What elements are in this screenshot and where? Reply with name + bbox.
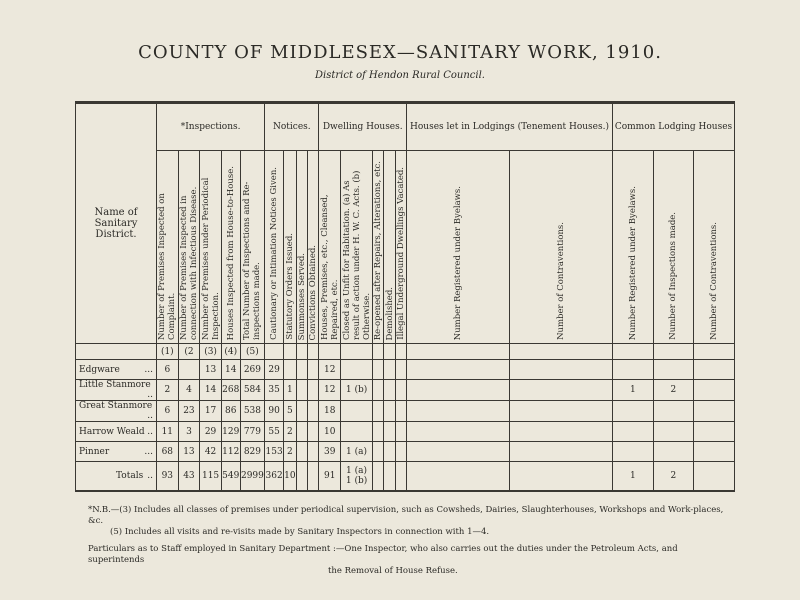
table-cell — [694, 442, 735, 462]
header-group-notices: Notices. — [265, 103, 319, 151]
table-cell — [407, 360, 510, 380]
table-cell — [694, 462, 735, 492]
column-number — [319, 344, 341, 360]
district-name-cell — [76, 422, 157, 442]
table-cell: 269 — [240, 360, 265, 380]
table-cell: 1 (a) 1 (b) — [341, 462, 373, 492]
district-name: Little Stanmore — [79, 380, 151, 390]
column-number — [308, 344, 319, 360]
column-header-label: Re-opened after Repairs, Alterations, etc. — [373, 160, 384, 340]
table-cell — [384, 401, 395, 422]
table-row — [76, 442, 735, 462]
table-cell — [694, 422, 735, 442]
table-cell: 39 — [319, 442, 341, 462]
district-name: Great Stanmore — [79, 401, 153, 411]
table-cell: 5 — [283, 401, 296, 422]
table-cell — [395, 401, 406, 422]
district-name: Pinner — [79, 446, 110, 457]
district-name-cell — [76, 462, 157, 492]
table-cell: 153 — [265, 442, 284, 462]
district-name-cell — [76, 401, 157, 422]
table-cell: 2 — [157, 380, 179, 401]
table-cell: 14 — [221, 360, 240, 380]
table-cell — [308, 380, 319, 401]
table-cell: 6 — [157, 360, 179, 380]
leader-dots: .. — [147, 390, 153, 400]
column-header — [200, 151, 222, 344]
table-cell — [613, 442, 654, 462]
table-cell — [308, 422, 319, 442]
table-cell — [653, 401, 694, 422]
leader-dots: .. — [147, 471, 153, 481]
column-header — [296, 151, 307, 344]
table-cell: 17 — [200, 401, 222, 422]
table-cell: 129 — [221, 422, 240, 442]
table-cell — [308, 401, 319, 422]
table-cell: 1 — [613, 462, 654, 492]
column-header-label: Cautionary or Intimation Notices Given. — [269, 167, 280, 340]
table-cell: 23 — [178, 401, 200, 422]
column-header-label: Number Registered under Byelaws. — [627, 185, 638, 340]
column-header — [308, 151, 319, 344]
table-cell — [510, 422, 613, 442]
column-header-label: Number Registered under Byelaws. — [453, 185, 463, 340]
table-cell: 14 — [200, 380, 222, 401]
table-cell — [694, 401, 735, 422]
column-number — [613, 344, 654, 360]
column-header — [157, 151, 179, 344]
table-cell — [373, 380, 384, 401]
leader-dots: ... — [144, 364, 153, 375]
table-cell — [296, 380, 307, 401]
table-cell — [341, 401, 373, 422]
column-header — [384, 151, 395, 344]
column-header-label: Summonses Served. — [296, 252, 307, 340]
column-header — [694, 151, 735, 344]
table-cell: 86 — [221, 401, 240, 422]
table-cell: 538 — [240, 401, 265, 422]
header-group-dwelling-houses: Dwelling Houses. — [319, 103, 407, 151]
table-cell — [407, 401, 510, 422]
table-cell: 2 — [653, 380, 694, 401]
table-cell — [296, 401, 307, 422]
footnotes — [88, 505, 728, 583]
table-cell — [510, 360, 613, 380]
table-row — [76, 380, 735, 401]
page-title: COUNTY OF MIDDLESEX—SANITARY WORK, 1910. — [138, 42, 662, 63]
column-number: (3) — [200, 344, 222, 360]
district-name-cell — [76, 442, 157, 462]
page-subtitle: District of Hendon Rural Council. — [315, 70, 485, 81]
table-cell: 112 — [221, 442, 240, 462]
leader-dots: .. — [147, 426, 153, 437]
column-header — [341, 151, 373, 344]
column-header-label: Number of Premises Inspected in connection with Infectious Disease. — [178, 186, 199, 340]
column-header-label: Total Number of Inspections and Re-inspections made. — [242, 181, 263, 340]
column-header — [178, 151, 200, 344]
table-cell — [510, 380, 613, 401]
table-cell — [384, 422, 395, 442]
sanitary-work-table — [75, 101, 735, 492]
column-header — [221, 151, 240, 344]
column-number — [341, 344, 373, 360]
table-cell — [395, 442, 406, 462]
table-cell: 12 — [319, 380, 341, 401]
table-cell — [613, 401, 654, 422]
table-cell — [395, 422, 406, 442]
column-header-label: Number of Inspections made. — [668, 212, 679, 340]
column-header-label: Number of Premises Inspected on Complaint. — [157, 193, 178, 340]
table-cell: 29 — [265, 360, 284, 380]
leader-dots: .. — [147, 411, 153, 421]
column-number — [694, 344, 735, 360]
table-cell — [296, 442, 307, 462]
table-cell — [308, 360, 319, 380]
column-header — [240, 151, 265, 344]
table-cell — [296, 422, 307, 442]
column-header-label: Closed as Unfit for Habitation. (a) As result of action under H. W. C. Acts. (b) Otherwise. — [341, 170, 372, 340]
column-header — [653, 151, 694, 344]
table-cell: 4 — [178, 380, 200, 401]
table-cell — [373, 401, 384, 422]
table-cell: 42 — [200, 442, 222, 462]
table-cell: 1 — [613, 380, 654, 401]
column-header-label: Demolished. — [384, 286, 395, 340]
footnote-line-1: *N.B.—(3) Includes all classes of premises under periodical supervision, such as Cowsheds, Dairies, Slaughterhouses, Workshops and Work-places, &c. — [88, 505, 724, 526]
column-header — [395, 151, 406, 344]
table-cell — [308, 462, 319, 492]
table-cell — [296, 462, 307, 492]
leader-dots: ... — [144, 446, 153, 457]
table-cell: 1 — [283, 380, 296, 401]
table-cell — [373, 360, 384, 380]
table-cell — [296, 360, 307, 380]
table-cell: 2 — [283, 442, 296, 462]
column-header-label: Statutory Orders Issued. — [284, 233, 295, 340]
table-cell — [653, 442, 694, 462]
table-cell — [178, 360, 200, 380]
table-cell: 11 — [157, 422, 179, 442]
table-cell: 779 — [240, 422, 265, 442]
header-group-common-lodging: Common Lodging Houses — [613, 103, 735, 151]
table-cell: 829 — [240, 442, 265, 462]
column-number — [265, 344, 284, 360]
table-cell — [395, 462, 406, 492]
column-number — [407, 344, 510, 360]
column-header-label: Number of Contraventions. — [556, 222, 566, 340]
column-number: (2 — [178, 344, 200, 360]
table-cell: 2 — [283, 422, 296, 442]
table-cell: 68 — [157, 442, 179, 462]
table-cell — [283, 360, 296, 380]
table-cell: 10 — [319, 422, 341, 442]
table-cell — [384, 442, 395, 462]
footnote-line-3: Particulars as to Staff employed in Sanitary Department :—One Inspector, who also carries out the duties under the Petroleum Acts, and superintends — [88, 544, 678, 565]
table-cell: 90 — [265, 401, 284, 422]
table-cell: 584 — [240, 380, 265, 401]
footnote-line-2: (5) Includes all visits and re-visits made by Sanitary Inspectors in connection with 1—4. — [110, 527, 490, 537]
table-row — [76, 422, 735, 442]
table-cell: 13 — [200, 360, 222, 380]
column-number: (4) — [221, 344, 240, 360]
table-cell — [407, 462, 510, 492]
column-header-label: Illegal Underground Dwellings Vacated. — [395, 167, 406, 340]
column-header — [319, 151, 341, 344]
column-header — [510, 151, 613, 344]
table-cell — [694, 380, 735, 401]
column-header-label: Convictions Obtained. — [308, 244, 319, 340]
table-cell — [613, 360, 654, 380]
table-cell — [384, 380, 395, 401]
district-name: Edgware — [79, 364, 120, 375]
column-header-label: Houses, Premises, etc., Cleansed, Repaired, etc. — [319, 194, 340, 340]
column-number — [653, 344, 694, 360]
table-cell: 2 — [653, 462, 694, 492]
table-row — [76, 401, 735, 422]
table-cell — [308, 442, 319, 462]
table-cell — [384, 462, 395, 492]
table-cell: 91 — [319, 462, 341, 492]
table-cell: 2999 — [240, 462, 265, 492]
table-cell: 13 — [178, 442, 200, 462]
table-cell — [694, 360, 735, 380]
table-cell — [395, 380, 406, 401]
column-number — [510, 344, 613, 360]
column-header-label: Houses Inspected from House-to-House. — [225, 165, 236, 340]
district-name-cell — [76, 360, 157, 380]
column-header-label: Number of Premises under Periodical Inspection. — [200, 177, 221, 340]
table-cell — [653, 360, 694, 380]
table-cell — [341, 360, 373, 380]
table-cell: 115 — [200, 462, 222, 492]
table-cell — [407, 380, 510, 401]
table-cell — [373, 462, 384, 492]
table-cell — [407, 422, 510, 442]
table-cell: 10 — [283, 462, 296, 492]
table-cell: 6 — [157, 401, 179, 422]
table-cell — [384, 360, 395, 380]
table-cell: 29 — [200, 422, 222, 442]
column-header — [407, 151, 510, 344]
column-header — [613, 151, 654, 344]
table-cell: 268 — [221, 380, 240, 401]
column-number — [384, 344, 395, 360]
table-cell — [373, 442, 384, 462]
district-name-cell — [76, 380, 157, 401]
district-name: Totals — [116, 471, 144, 481]
table-cell: 43 — [178, 462, 200, 492]
table-cell: 549 — [221, 462, 240, 492]
table-cell: 18 — [319, 401, 341, 422]
column-number: (5) — [240, 344, 265, 360]
table-cell: 55 — [265, 422, 284, 442]
table-cell: 12 — [319, 360, 341, 380]
table-cell — [510, 442, 613, 462]
column-number — [296, 344, 307, 360]
table-cell: 35 — [265, 380, 284, 401]
table-cell — [653, 422, 694, 442]
column-number — [395, 344, 406, 360]
table-row — [76, 360, 735, 380]
header-name-of-district: Name of Sanitary District. — [76, 103, 157, 344]
table-cell — [510, 462, 613, 492]
column-header — [283, 151, 296, 344]
table-cell: 3 — [178, 422, 200, 442]
column-header — [265, 151, 284, 344]
table-cell — [373, 422, 384, 442]
table-cell — [613, 422, 654, 442]
column-header-label: Number of Contraventions. — [709, 222, 720, 340]
table-cell: 362 — [265, 462, 284, 492]
totals-row — [76, 462, 735, 492]
column-number — [373, 344, 384, 360]
table-cell — [341, 422, 373, 442]
header-group-inspections: *Inspections. — [157, 103, 265, 151]
table-cell — [395, 360, 406, 380]
header-group-lodgings: Houses let in Lodgings (Tenement Houses.) — [407, 103, 613, 151]
column-number: (1) — [157, 344, 179, 360]
column-number-blank — [76, 344, 157, 360]
district-name: Harrow Weald — [79, 426, 145, 437]
table-cell — [510, 401, 613, 422]
table-cell — [407, 442, 510, 462]
column-header — [373, 151, 384, 344]
table-cell: 93 — [157, 462, 179, 492]
column-number — [283, 344, 296, 360]
footnote-line-4: the Removal of House Refuse. — [328, 566, 458, 576]
table-cell: 1 (a) — [341, 442, 373, 462]
table-cell: 1 (b) — [341, 380, 373, 401]
